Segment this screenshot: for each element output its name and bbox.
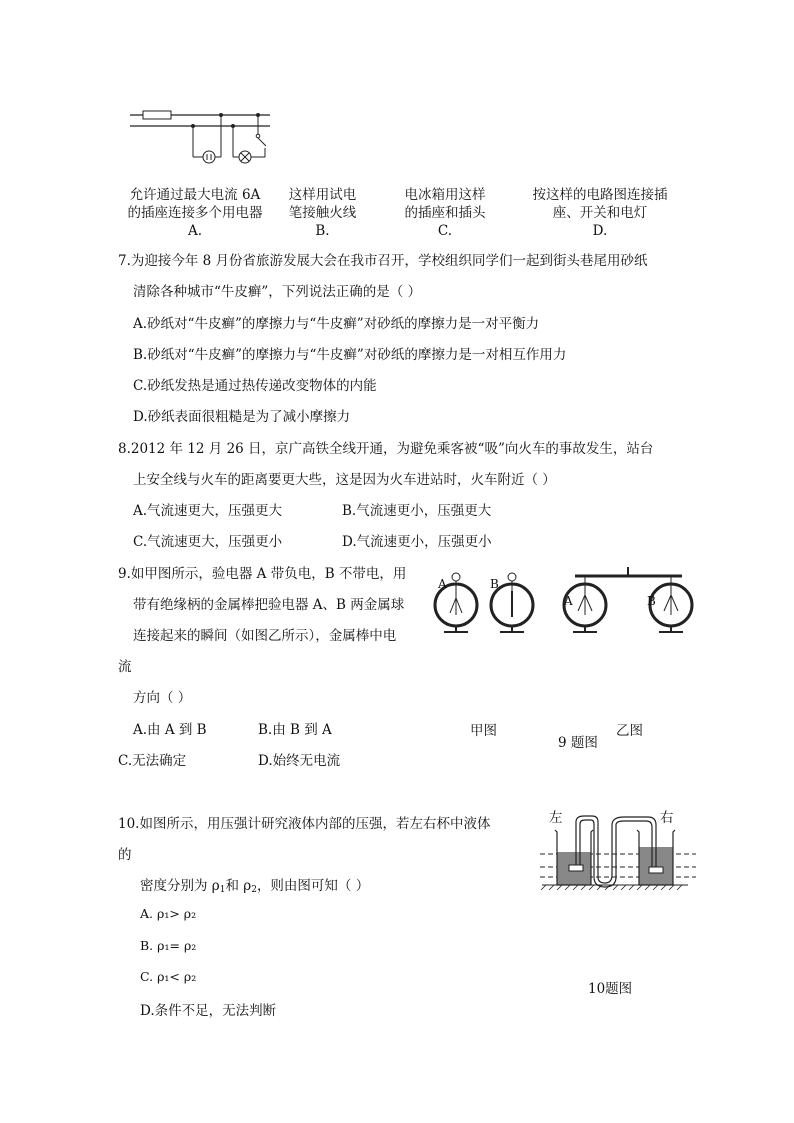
q10-option-b: B. ρ₁= ρ₂ bbox=[140, 938, 197, 953]
q7-option-a: A.砂纸对“牛皮癣”的摩擦力与“牛皮癣”对砂纸的摩擦力是一对平衡力 bbox=[133, 316, 540, 332]
q7-stem-line1: 7.为迎接今年 8 月份省旅游发展大会在我市召开，学校组织同学们一起到街头巷尾用砂纸 bbox=[118, 253, 648, 269]
right-beaker-label: 右 bbox=[660, 810, 674, 826]
electroscope-b-yi bbox=[650, 576, 692, 632]
q9-stem-line2: 带有绝缘柄的金属棒把验电器 A、B 两金属球 bbox=[133, 597, 405, 613]
q7-option-c: C.砂纸发热是通过热传递改变物体的内能 bbox=[133, 378, 377, 394]
q9-option-a: A.由 A 到 B bbox=[133, 722, 207, 738]
left-beaker-label: 左 bbox=[549, 810, 563, 826]
q10-option-d: D.条件不足，无法判断 bbox=[140, 1003, 277, 1019]
q8-stem-line2: 上安全线与火车的距离要更大些，这是因为火车进站时，火车附近（ ） bbox=[133, 472, 556, 488]
fig-label-yi: 乙图 bbox=[616, 723, 643, 739]
fig-label-caption-10: 10题图 bbox=[588, 981, 633, 997]
electroscope-label-a-yi: A bbox=[564, 594, 573, 608]
q9-stem-line1: 9.如甲图所示，验电器 A 带负电，B 不带电，用 bbox=[118, 566, 407, 582]
q9-option-b: B.由 B 到 A bbox=[258, 722, 332, 738]
option-c-caption: 电冰箱用这样 的插座和插头 C. bbox=[404, 187, 486, 239]
q8-option-c: C.气流速更大，压强更小 bbox=[133, 534, 283, 550]
q9-option-d: D.始终无电流 bbox=[258, 753, 341, 769]
electroscope-label-a-jia: A bbox=[438, 577, 447, 591]
q8-stem-line1: 8.2012 年 12 月 26 日，京广高铁全线开通，为避免乘客被“吸”向火车的事故发生，站台 bbox=[118, 441, 654, 457]
q10-stem-line3: 密度分别为 $\rho_1$和 $\rho_2$，则由图可知（ ） bbox=[140, 878, 370, 895]
fig-label-caption-9: 9 题图 bbox=[558, 735, 598, 751]
q10-stem-line1: 10.如图所示，用压强计研究液体内部的压强，若左右杯中液体 bbox=[118, 816, 491, 832]
q10-option-a: A. ρ₁> ρ₂ bbox=[140, 906, 197, 921]
option-b-caption: 这样用试电 笔接触火线 B. bbox=[288, 187, 357, 239]
fig-label-jia: 甲图 bbox=[470, 723, 497, 739]
option-d-caption: 按这样的电路图连接插 座、开关和电灯 D. bbox=[532, 187, 668, 239]
q9-stem-line3: 连接起来的瞬间（如图乙所示），金属棒中电 bbox=[133, 628, 397, 644]
q9-stem-line4: 流 bbox=[118, 659, 132, 675]
manometer-figure bbox=[538, 815, 698, 890]
q7-option-d: D.砂纸表面很粗糙是为了减小摩擦力 bbox=[133, 409, 351, 425]
q8-option-b: B.气流速更小，压强更大 bbox=[342, 503, 492, 519]
q7-stem-line2: 清除各种城市“牛皮癣”，下列说法正确的是（ ） bbox=[133, 284, 422, 300]
q9-option-c: C.无法确定 bbox=[118, 753, 187, 769]
electroscope-label-b-yi: B bbox=[647, 594, 656, 608]
circuit-diagram bbox=[125, 100, 275, 170]
q7-option-b: B.砂纸对“牛皮癣”的摩擦力与“牛皮癣”对砂纸的摩擦力是一对相互作用力 bbox=[133, 347, 567, 363]
q10-option-c: C. ρ₁< ρ₂ bbox=[140, 969, 197, 984]
electroscope-label-b-jia: B bbox=[490, 577, 499, 591]
option-a-caption: 允许通过最大电流 6A 的插座连接多个用电器 A. bbox=[127, 187, 263, 239]
q10-stem-line2: 的 bbox=[118, 847, 132, 863]
q8-option-d: D.气流速更小，压强更小 bbox=[342, 534, 492, 550]
q8-option-a: A.气流速更大，压强更大 bbox=[133, 503, 283, 519]
q9-stem-line5: 方向（ ） bbox=[133, 690, 192, 706]
